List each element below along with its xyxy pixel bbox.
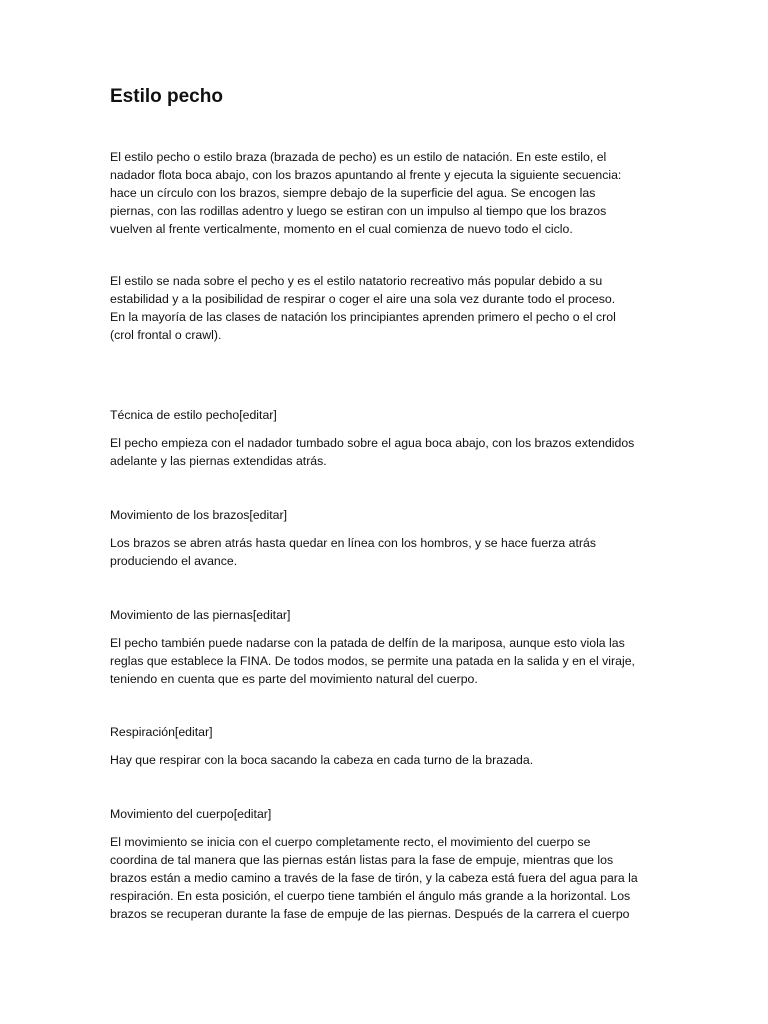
intro-paragraph-2 bbox=[110, 272, 662, 344]
text-line: produciendo el avance. bbox=[110, 554, 238, 568]
section-text-respiracion bbox=[110, 751, 662, 769]
section-text-cuerpo bbox=[110, 833, 662, 923]
text-line: Hay que respirar con la boca sacando la cabeza en cada turno de la brazada. bbox=[110, 753, 534, 767]
text-line: adelante y las piernas extendidas atrás. bbox=[110, 454, 327, 468]
text-line: coordina de tal manera que las piernas están listas para la fase de empuje, mientras que los bbox=[110, 853, 614, 867]
section-heading-piernas: Movimiento de las piernas[editar] bbox=[110, 608, 291, 622]
text-line: respiración. En esta posición, el cuerpo tiene también el ángulo más grande a la horizontal. Los bbox=[110, 889, 631, 903]
text-line: El movimiento se inicia con el cuerpo completamente recto, el movimiento del cuerpo se bbox=[110, 835, 591, 849]
text-line: vuelven al frente verticalmente, momento en el cual comienza de nuevo todo el ciclo. bbox=[110, 222, 573, 236]
section-heading-tecnica: Técnica de estilo pecho[editar] bbox=[110, 408, 277, 422]
section-heading-cuerpo: Movimiento del cuerpo[editar] bbox=[110, 807, 272, 821]
document-title: Estilo pecho bbox=[110, 86, 223, 107]
text-line: hace un círculo con los brazos, siempre debajo de la superficie del agua. Se encogen las bbox=[110, 186, 596, 200]
section-text-tecnica bbox=[110, 434, 662, 470]
section-text-brazos bbox=[110, 534, 662, 570]
text-line: brazos se recuperan durante la fase de empuje de las piernas. Después de la carrera el cuerpo bbox=[110, 907, 630, 921]
text-line: piernas, con las rodillas adentro y luego se estiran con un impulso al tiempo que los brazos bbox=[110, 204, 607, 218]
text-line: El pecho empieza con el nadador tumbado sobre el agua boca abajo, con los brazos extendidos bbox=[110, 436, 635, 450]
text-line: (crol frontal o crawl). bbox=[110, 328, 222, 342]
section-heading-brazos: Movimiento de los brazos[editar] bbox=[110, 508, 288, 522]
text-line: nadador flota boca abajo, con los brazos apuntando al frente y ejecuta la siguiente secuencia: bbox=[110, 168, 622, 182]
text-line: El estilo pecho o estilo braza (brazada de pecho) es un estilo de natación. En este estilo, el bbox=[110, 150, 607, 164]
section-heading-respiracion: Respiración[editar] bbox=[110, 725, 213, 739]
intro-paragraph-1 bbox=[110, 148, 662, 238]
text-line: En la mayoría de las clases de natación los principiantes aprenden primero el pecho o el crol bbox=[110, 310, 616, 324]
text-line: brazos están a medio camino a través de la fase de tirón, y la cabeza está fuera del agua para la bbox=[110, 871, 638, 885]
text-line: estabilidad y a la posibilidad de respirar o coger el aire una sola vez durante todo el proceso. bbox=[110, 292, 616, 306]
section-text-piernas bbox=[110, 634, 662, 688]
text-line: teniendo en cuenta que es parte del movimiento natural del cuerpo. bbox=[110, 672, 478, 686]
text-line: El estilo se nada sobre el pecho y es el estilo natatorio recreativo más popular debido a su bbox=[110, 274, 603, 288]
text-line: Los brazos se abren atrás hasta quedar en línea con los hombros, y se hace fuerza atrás bbox=[110, 536, 597, 550]
text-line: reglas que establece la FINA. De todos modos, se permite una patada en la salida y en el viraje, bbox=[110, 654, 635, 668]
text-line: El pecho también puede nadarse con la patada de delfín de la mariposa, aunque esto viola las bbox=[110, 636, 625, 650]
